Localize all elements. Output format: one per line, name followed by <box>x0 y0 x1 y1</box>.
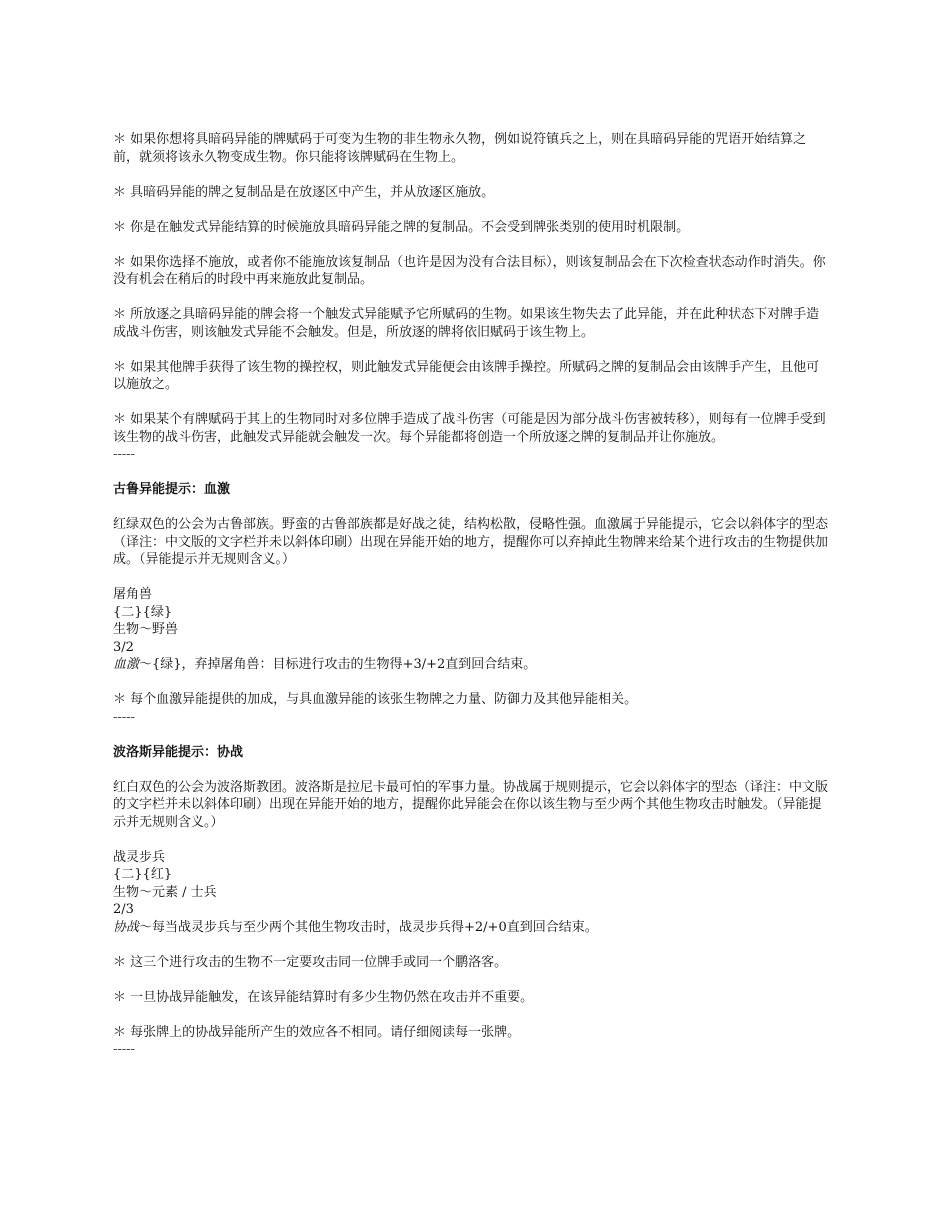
section-heading: 波洛斯异能提示：协战 <box>113 744 244 760</box>
card-type: 生物～元素 / 士兵 <box>113 884 217 900</box>
card-ability-line <box>113 919 832 937</box>
card-block <box>113 849 832 937</box>
rule-bullet: ＊ 如果其他牌手获得了该生物的操控权，则此触发式异能便会由该牌手操控。所赋码之牌的复制品会由该牌手产生，且他可以施放之。 <box>113 359 820 392</box>
card-cost: {二}{绿} <box>113 604 173 620</box>
section-heading: 古鲁异能提示：血激 <box>113 482 231 497</box>
rule-bullet: ＊ 如果你想将具暗码异能的牌赋码于可变为生物的非生物永久物，例如说符镇兵之上，则在具暗码异能的咒语开始结算之前，就须将该永久物变成生物。你只能将该牌赋码在生物上。 <box>113 132 807 165</box>
rule-bullet: ＊ 如果你选择不施放，或者你不能施放该复制品（也许是因为没有合法目标），则该复制品会在下次检查状态动作时消失。你没有机会在稍后的时段中再来施放此复制品。 <box>113 254 826 287</box>
card-pt: 3/2 <box>113 639 134 655</box>
card-name: 战灵步兵 <box>113 849 166 865</box>
card-keyword: 协战 <box>113 919 140 935</box>
rule-note: ＊ 每张牌上的协战异能所产生的效应各不相同。请仔细阅读每一张牌。 <box>113 1024 521 1040</box>
rule-bullet: ＊ 你是在触发式异能结算的时候施放具暗码异能之牌的复制品。不会受到牌张类别的使用时机限制。 <box>113 219 690 235</box>
rule-bullet: ＊ 所放逐之具暗码异能的牌会将一个触发式异能赋予它所赋码的生物。如果该生物失去了此异能，并在此种状态下对牌手造成战斗伤害，则该触发式异能不会触发。但是，所放逐的牌将依旧赋码于该生物上。 <box>113 307 820 340</box>
card-block <box>113 586 832 674</box>
rule-bullet: ＊ 具暗码异能的牌之复制品是在放逐区中产生，并从放逐区施放。 <box>113 184 495 200</box>
card-pt: 2/3 <box>113 902 134 917</box>
section-divider: ----- <box>113 709 135 725</box>
section-description: 红白双色的公会为波洛斯教团。波洛斯是拉尼卡最可怕的军事力量。协战属于规则提示，它会以斜体字的型态（译注：中文版的文字栏并未以斜体印刷）出现在异能开始的地方，提醒你此异能会在你以该生物与至少两个其他生物攻击时触发。（异能提示并无规则含义。） <box>113 779 829 830</box>
section-divider: ----- <box>113 1042 135 1057</box>
card-cost: {二}{红} <box>113 867 173 882</box>
card-name: 屠角兽 <box>113 587 153 602</box>
rule-note: ＊ 一旦协战异能触发，在该异能结算时有多少生物仍然在攻击并不重要。 <box>113 989 534 1005</box>
rule-note: ＊ 这三个进行攻击的生物不一定要攻击同一位牌手或同一个鹏洛客。 <box>113 954 508 970</box>
rule-note: ＊ 每个血激异能提供的加成，与具血激异能的该张生物牌之力量、防御力及其他异能相关。 <box>113 692 638 707</box>
card-ability: ～每当战灵步兵与至少两个其他生物攻击时，战灵步兵得+2/+0直到回合结束。 <box>139 919 598 935</box>
section-description: 红绿双色的公会为古鲁部族。野蛮的古鲁部族都是好战之徒，结构松散，侵略性强。血激属于异能提示，它会以斜体字的型态（译注：中文版的文字栏并未以斜体印刷）出现在异能开始的地方，提醒你可以弃掉此生物牌来给某个进行攻击的生物提供加成。（异能提示并无规则含义。） <box>113 517 829 567</box>
card-type: 生物～野兽 <box>113 622 179 637</box>
card-keyword: 血激 <box>113 657 140 672</box>
card-ability-line <box>113 656 832 674</box>
card-ability: ～{绿}，弃掉屠角兽：目标进行攻击的生物得+3/+2直到回合结束。 <box>139 657 537 672</box>
rule-bullet: ＊ 如果某个有牌赋码于其上的生物同时对多位牌手造成了战斗伤害（可能是因为部分战斗伤害被转移），则每有一位牌手受到该生物的战斗伤害，此触发式异能就会触发一次。每个异能都将创造一个所放逐之牌的复制品并让你施放。 <box>113 412 826 445</box>
section-divider: ----- <box>113 447 135 462</box>
